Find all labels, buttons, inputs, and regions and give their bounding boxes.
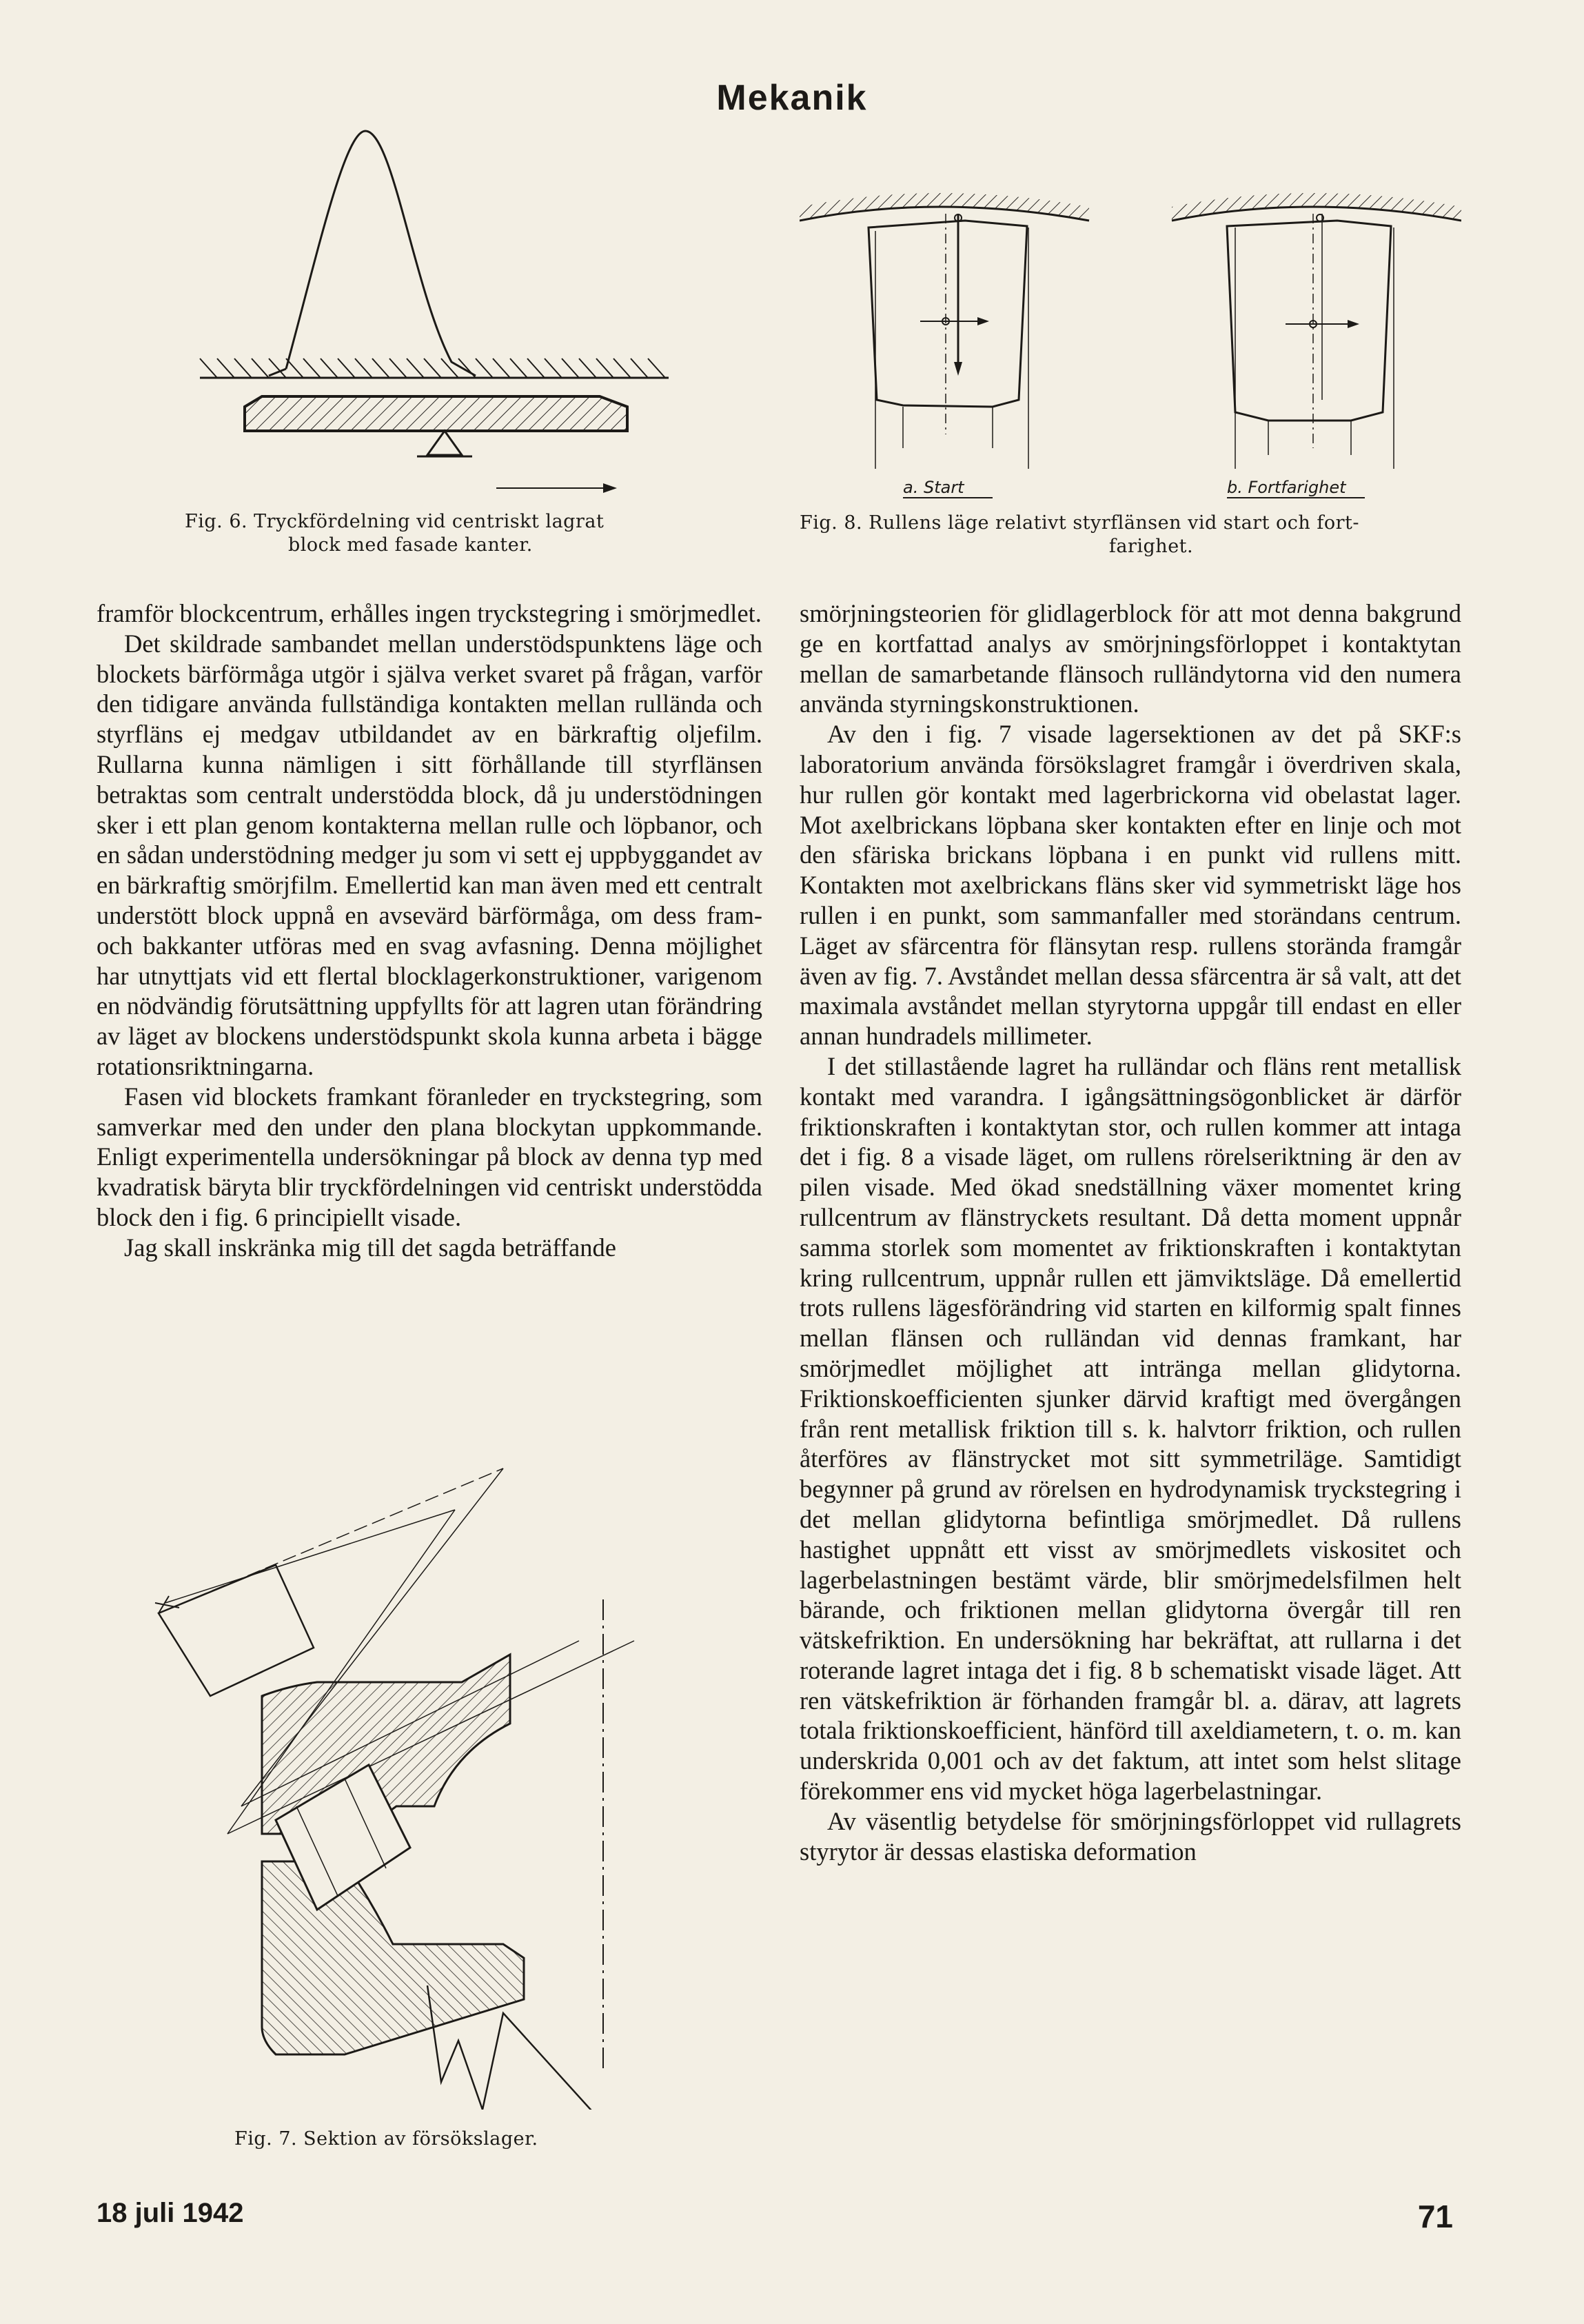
figure-8-label-b: b. Fortfarighet: [1227, 478, 1346, 497]
paragraph: Fasen vid blockets framkant föranleder en tryckstegring, som samverkar med den under den plana blockytan uppkommande. Enligt experimentella undersökningar på block av denna typ med kvadratisk bäryta blir tryckfördelningen vid centriskt understödda block den i fig. 6 principiellt visade.: [97, 1082, 762, 1231]
figure-6-caption-line2: block med fasade kanter.: [288, 534, 533, 556]
figure-7-caption: Fig. 7. Sektion av försökslager.: [234, 2128, 538, 2150]
paragraph: smörjningsteorien för glidlagerblock för att mot denna bakgrund ge en kortfattad analys av smörjningsförloppet i kontaktytan mellan de samarbetande flänsoch rulländytorna vid den numera använda styrningskonstruktionen.: [800, 599, 1461, 718]
paragraph: Av den i fig. 7 visade lagersektionen av det på SKF:s laboratorium använda försökslagret framgår i överdriven skala, hur rullen gör kontakt med lagerbrickorna vid obelastat lager. Mot axelbrickans löpbana sker kontakten efter en linje och mot den sfäriska brickans löpbana i en punkt vid rullens mitt. Kontakten mot axelbrickans fläns sker vid symmetriskt läge hos rullen i en punkt, som sammanfaller med storändans centrum. Läget av sfärcentra för flänsytan resp. rullens storända framgår även av fig. 7. Avståndet mellan dessa sfärcentra är så valt, att det maximala avståndet mellan styrytorna uppgår till endast en eller annan hundradels millimeter.: [800, 720, 1461, 1051]
figure-6-caption: [185, 510, 695, 557]
section-header: Mekanik: [716, 78, 868, 118]
figure-8-label-a: a. Start: [903, 478, 964, 497]
figure-8-caption-line1: Fig. 8. Rullens läge relativt styrflänsen vid start och fort-: [800, 512, 1359, 534]
page-number: 71: [1417, 2199, 1453, 2234]
paragraph: framför blockcentrum, erhålles ingen tryckstegring i smörjmedlet.: [97, 599, 762, 627]
footer-date: 18 juli 1942: [97, 2198, 244, 2228]
left-column: [97, 598, 762, 1263]
figure-8-caption-line2: farighet.: [1108, 536, 1194, 557]
figure-7: [138, 1448, 758, 2110]
right-column: [800, 598, 1461, 1866]
paragraph: Jag skall inskränka mig till det sagda beträffande: [124, 1233, 616, 1262]
figure-8: [800, 193, 1461, 503]
figure-8-caption: [800, 512, 1461, 558]
paragraph: Det skildrade sambandet mellan understödspunktens läge och blockets bärförmåga utgör i själva verket svaret på frågan, varför den tidigare använda fullständiga kontakten mellan rulländа och styrfläns ej medgav utbildandet av en bärkraftig oljefilm. Rullarna kunna nämligen i sitt förhållande till styrflänsen betraktas som centralt understödda block, då ju understödningen sker i ett plan genom kontakterna mellan rulle och löpbanor, och en sådan understödning medger ju som vi sett ej uppbyggandet av en bärkraftig smörjfilm. Emellertid kan man även med ett centralt understött block uppnå en avsevärd bärförmåga, om dess fram- och bakkanter utföras med en svag avfasning. Denna möjlighet har utnyttjats vid ett flertal blocklagerkonstruktioner, varigenom en nödvändig förutsättning uppfyllts för att lagren utan förändring av läget av blockens understödspunkt skola kunna arbeta i bägge rotationsriktningarna.: [97, 629, 762, 1080]
paragraph: Av väsentlig betydelse för smörjningsförloppet vid rullagrets styrytor är dessas elastiska deformation: [800, 1806, 1461, 1866]
paragraph: I det stillastående lagret ha rulländar och fläns rent metallisk kontakt med varandra. I igångsättningsögonblicket är därför friktionskraften i kontaktytan stor, och rullen kommer att intaga det i fig. 8 a visade läget, om rullens rörelseriktning är den av pilen visade. Med ökad snedställning växer momentet kring rullcentrum av flänstryckets resultant. Då detta moment uppnår samma storlek som momentet av friktionskraften i kontaktytan kring rullcentrum, uppnår rullen ett jämviktsläge. Då emellertid trots rullens lägesförändring vid starten en kilformig spalt finnes mellan flänsen och rulländan vid dennas framkant, har smörjmedlet möjlighet att inträngа mellan glidytorna. Friktionskoefficienten sjunker därvid kraftigt med övergången från rent metallisk friktion till s. k. halvtorr friktion, och rullen återföres av flänstrycket mot sitt symmetriläge. Samtidigt begynner på grund av rörelsen en hydrodynamisk tryckstegring i det mellan glidytorna befintliga smörjmedlet. Då rullens hastighet uppnått ett visst av smörjmedlets viskositet och lagerbelastningen bestämt värde, blir smörjmedelsfilmen helt bärande, och friktionen mellan glidytorna övergår till ren vätskefriktion. En undersökning har bekräftat, att rullarna i det roterande lagret intaga det i fig. 8 b schematiskt visade läget. Att ren vätskefriktion är förhanden framgår bl. a. därav, att lagrets totala friktionskoefficient, hänförd till axeldiametern, t. o. m. kan underskrida 0,001 och av det faktum, att intet som helst slitage förekommer ens vid mycket höga lagerbelastningar.: [800, 1051, 1461, 1806]
figure-6: [186, 117, 682, 503]
figure-6-caption-line1: Fig. 6. Tryckfördelning vid centriskt lagrat: [185, 511, 605, 532]
